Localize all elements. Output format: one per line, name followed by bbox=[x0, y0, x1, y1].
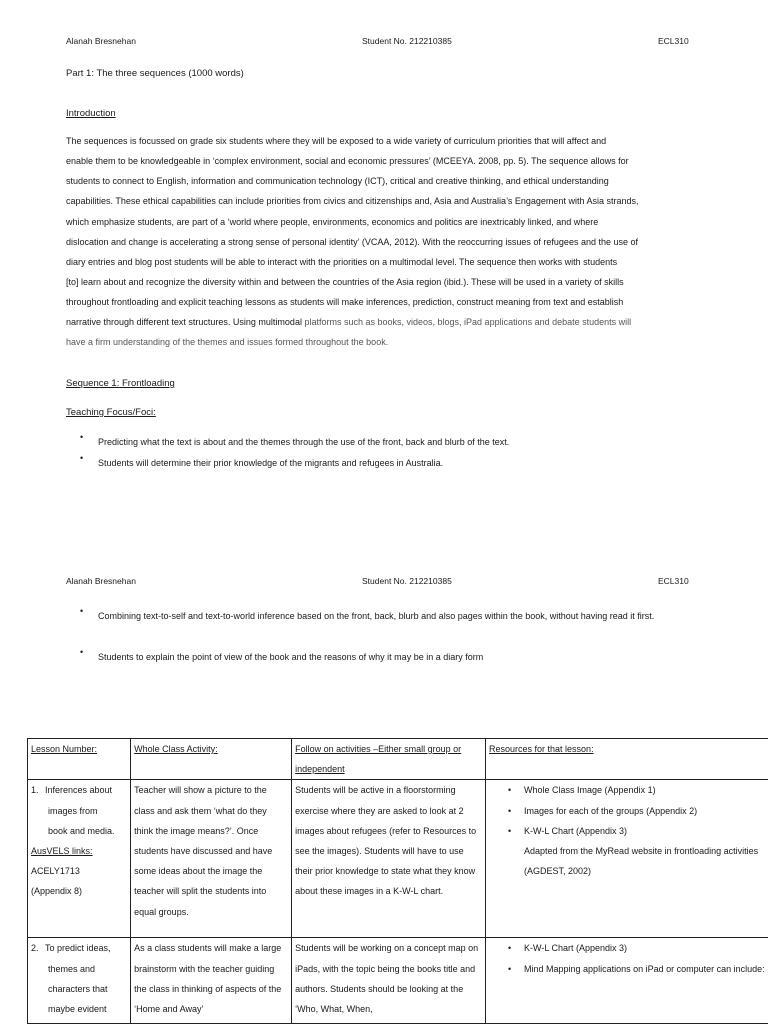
paragraph-line-text-gray: platforms such as books, videos, blogs, iPad applications and debate students will bbox=[304, 317, 632, 328]
author-name: Alanah Bresnehan bbox=[66, 576, 136, 586]
lesson-title-line: images from bbox=[48, 805, 98, 816]
table-header-cell bbox=[486, 739, 768, 780]
table-row bbox=[28, 780, 768, 938]
student-number: Student No. 212210385 bbox=[362, 36, 452, 46]
list-item-text: Students will determine their prior knowledge of the migrants and refugees in Australia. bbox=[98, 458, 444, 468]
lesson-title-text: Inferences about bbox=[45, 785, 113, 796]
table-cell bbox=[28, 780, 131, 938]
introduction-heading: Introduction bbox=[66, 108, 116, 119]
bullet-icon: • bbox=[80, 453, 84, 463]
resource-list bbox=[489, 938, 768, 978]
bullet-icon: • bbox=[80, 647, 84, 657]
introduction-paragraph bbox=[66, 131, 706, 353]
lesson-table bbox=[27, 738, 768, 1024]
table-header-cell bbox=[28, 739, 131, 780]
table-cell: Teacher will show a picture to the class and ask them ‘what do they think the image means?’. Once students have discussed and have some ideas about the image the teacher will split the students into equal groups. bbox=[131, 780, 292, 938]
paragraph-line: students to connect to English, information and communication technology (ICT), critical and creative thinking, and ethical understanding bbox=[66, 176, 609, 187]
paragraph-line: enable them to be knowledgeable in ‘complex environment, social and economic pressures’ (MCEEYA. 2008, pp. 5). The sequence allows for bbox=[66, 156, 629, 167]
resource-list bbox=[489, 780, 768, 841]
lesson-title-line bbox=[31, 780, 127, 800]
paragraph-line-text: narrative through different text structures. Using multimodal bbox=[66, 317, 302, 328]
table-cell: Students will be active in a floorstorming exercise where they are asked to look at 2 images about refugees (refer to Resources to see the images). Students will have to use their prior knowledge to state what they know about these images in a K-W-L chart. bbox=[292, 780, 486, 938]
paragraph-line: capabilities. These ethical capabilities can include priorities from civics and citizenships and, Asia and Australia’s Engagement with Asia strands, bbox=[66, 196, 639, 207]
table-header-cell bbox=[292, 739, 486, 780]
list-item: • Mind Mapping applications on iPad or computer can include: bbox=[508, 959, 768, 979]
paragraph-line: [to] learn about and recognize the diversity within and between the countries of the Asia region (ibid.). These will be used in a variety of skills bbox=[66, 276, 624, 287]
table-row bbox=[28, 938, 768, 1024]
list-item: • K-W-L Chart (Appendix 3) bbox=[508, 938, 768, 958]
lesson-title-line: characters that bbox=[48, 983, 108, 994]
lesson-number: 2. bbox=[31, 943, 39, 954]
paragraph-line: throughout frontloading and explicit teaching lessons as students will make inferences, prediction, construct meaning from text and establish bbox=[66, 297, 624, 308]
course-code: ECL310 bbox=[658, 576, 689, 586]
table-header-cell bbox=[131, 739, 292, 780]
lesson-title-text: To predict ideas, bbox=[45, 943, 111, 954]
resource-note: Adapted from the MyRead website in frontloading activities (AGDEST, 2002) bbox=[524, 846, 759, 877]
teaching-focus-heading: Teaching Focus/Foci: bbox=[66, 407, 156, 418]
appendix-ref: (Appendix 8) bbox=[31, 886, 83, 897]
list-item-text: Predicting what the text is about and the themes through the use of the front, back and blurb of the text. bbox=[98, 437, 510, 447]
list-item-text: Combining text-to-self and text-to-world inference based on the front, back, blurb and also pages within the book, without having read it first. bbox=[98, 611, 655, 621]
lesson-number: 1. bbox=[31, 785, 39, 796]
lesson-title-line: themes and bbox=[48, 963, 96, 974]
bullet-icon: • bbox=[80, 606, 84, 616]
bullet-icon: • bbox=[80, 432, 84, 442]
list-item-text: Students to explain the point of view of the book and the reasons of why it may be in a diary form bbox=[98, 652, 484, 662]
course-code: ECL310 bbox=[658, 36, 689, 46]
part-title: Part 1: The three sequences (1000 words) bbox=[66, 68, 244, 79]
lesson-title-line: maybe evident bbox=[48, 1004, 107, 1015]
table-cell: Students will be working on a concept map on iPads, with the topic being the books title and authors. Students should be looking at the ‘Who, What, When, bbox=[292, 938, 486, 1024]
table-cell bbox=[28, 938, 131, 1024]
paragraph-line bbox=[66, 312, 706, 332]
student-number: Student No. 212210385 bbox=[362, 576, 452, 586]
table-header-row bbox=[28, 739, 768, 780]
table-cell bbox=[486, 780, 768, 938]
paragraph-line: The sequences is focussed on grade six students where they will be exposed to a wide variety of curriculum priorities that will affect and bbox=[66, 136, 607, 146]
page-header bbox=[0, 576, 768, 588]
curriculum-code: ACELY1713 bbox=[31, 866, 80, 877]
paragraph-line: dislocation and change is accelerating a strong sense of personal identity’ (VCAA, 2012). With the reoccurring issues of refugees and the use of bbox=[66, 236, 638, 247]
paragraph-line: which emphasize students, are part of a ‘world where people, environments, economics and politics are inextricably linked, and where bbox=[66, 216, 599, 227]
paragraph-line: have a firm understanding of the themes and issues formed throughout the book. bbox=[66, 337, 389, 348]
table-cell bbox=[486, 938, 768, 1024]
header-label: Follow on activities –Either small group or independent bbox=[295, 744, 462, 775]
list-item: • K-W-L Chart (Appendix 3) bbox=[508, 821, 768, 841]
header-label: Lesson Number: bbox=[31, 744, 98, 754]
ausvels-links-label: AusVELS links: bbox=[31, 846, 93, 857]
list-item: • Images for each of the groups (Appendix 2) bbox=[508, 801, 768, 821]
header-label: Whole Class Activity: bbox=[134, 744, 218, 754]
lesson-title-line: book and media. bbox=[48, 825, 115, 836]
header-label: Resources for that lesson: bbox=[489, 744, 594, 754]
sequence-heading: Sequence 1: Frontloading bbox=[66, 378, 175, 389]
page-header bbox=[0, 36, 768, 48]
list-item: • Whole Class Image (Appendix 1) bbox=[508, 780, 768, 800]
lesson-title-line bbox=[31, 938, 127, 958]
author-name: Alanah Bresnehan bbox=[66, 36, 136, 46]
paragraph-line: diary entries and blog post students will be able to interact with the priorities on a multimodal level. The sequence then works with students bbox=[66, 256, 618, 267]
table-cell: As a class students will make a large brainstorm with the teacher guiding the class in thinking of aspects of the ‘Home and Away’ bbox=[131, 938, 292, 1024]
